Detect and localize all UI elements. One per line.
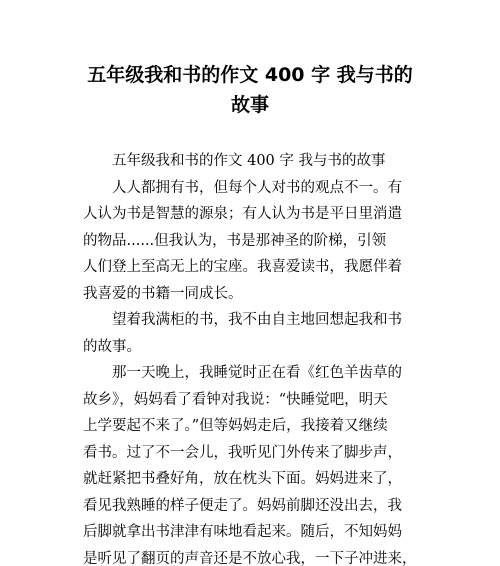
paragraph-line: 望着我满柜的书，我不由自主地回想起我和书 xyxy=(112,312,402,328)
paragraph-line: 是听见了翻页的声音还是不放心我，一下子冲进来， xyxy=(83,550,417,566)
paragraph-line: 看书。过了不一会儿，我听见门外传来了脚步声， xyxy=(83,444,402,461)
document-title xyxy=(60,60,440,120)
paragraph-line: 那一天晚上，我睡觉时正在看《红色羊齿草的 xyxy=(112,365,402,381)
paragraph-line: 人人都拥有书，但每个人对书的观点不一。有 xyxy=(112,179,402,196)
paragraph-line: 人们登上至高无上的宝座。我喜爱读书，我愿伴着 xyxy=(83,259,402,275)
paragraph-line: 看见我熟睡的样子便走了。妈妈前脚还没出去，我 xyxy=(83,497,402,514)
paragraph-1 xyxy=(83,175,443,308)
paragraph-line: 的故事。 xyxy=(83,338,141,355)
paragraph-line: 就赶紧把书叠好角，放在枕头下面。妈妈进来了， xyxy=(83,471,402,487)
paragraph-2 xyxy=(83,307,443,360)
document-subtitle: 五年级我和书的作文 400 字 我与书的故事 xyxy=(112,153,386,169)
paragraph-line: 上学要起不来了。”但等妈妈走后，我接着又继续 xyxy=(83,418,388,434)
paragraph-line: 的物品......但我认为，书是那神圣的阶梯，引领 xyxy=(83,232,387,249)
paragraph-line: 人认为书是智慧的源泉；有人认为书是平日里消遣 xyxy=(83,206,402,222)
paragraph-3 xyxy=(83,360,443,566)
paragraph-line: 后脚就拿出书津津有味地看起来。随后，不知妈妈 xyxy=(83,524,402,540)
title-line-2: 故事 xyxy=(230,94,269,116)
document-body xyxy=(83,148,443,566)
paragraph-line: 故乡》，妈妈看了看钟对我说：“快睡觉吧，明天 xyxy=(83,391,388,408)
paragraph-line: 我喜爱的书籍一同成长。 xyxy=(83,285,243,302)
title-line-1: 五年级我和书的作文 400 字 我与书的 xyxy=(87,64,413,86)
